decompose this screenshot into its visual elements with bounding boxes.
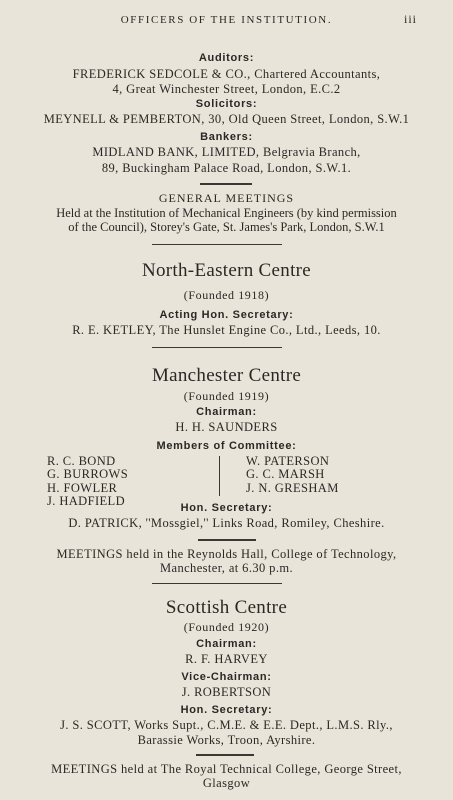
committee-column-divider <box>219 456 220 496</box>
manchester-title: Manchester Centre <box>151 365 302 386</box>
scottish-vice-chairman: J. ROBERTSON <box>181 685 272 699</box>
north-eastern-secretary-line: R. E. KETLEY, The Hunslet Engine Co., Ltd., Leeds, 10. <box>72 323 381 337</box>
solicitors-label: Solicitors: <box>195 98 258 110</box>
page-number: iii <box>403 12 417 26</box>
scottish-vice-chairman-label: Vice-Chairman: <box>181 671 272 683</box>
committee-member: J. N. GRESHAM <box>246 480 339 495</box>
scottish-chairman: R. F. HARVEY <box>185 652 268 666</box>
auditors-line-1: FREDERICK SEDCOLE & CO., Chartered Accountants, <box>72 67 381 81</box>
manchester-founded: (Founded 1919) <box>183 389 270 403</box>
scottish-chairman-label: Chairman: <box>196 638 257 650</box>
auditors-line-2: 4, Great Winchester Street, London, E.C.2 <box>112 82 341 96</box>
bankers-label: Bankers: <box>200 131 253 143</box>
manchester-secretary-label: Hon. Secretary: <box>180 502 273 514</box>
divider-short <box>196 754 254 756</box>
scottish-secretary-line-2: Barassie Works, Troon, Ayrshire. <box>137 733 316 747</box>
section-divider <box>152 583 282 584</box>
committee-member: J. HADFIELD <box>47 494 126 509</box>
section-divider <box>152 347 282 348</box>
running-title: OFFICERS OF THE INSTITUTION. <box>120 14 333 26</box>
solicitors-line: MEYNELL & PEMBERTON, 30, Old Queen Street, London, S.W.1 <box>43 112 410 126</box>
scottish-secretary-label: Hon. Secretary: <box>180 704 273 716</box>
committee-member: W. PATERSON <box>246 454 330 468</box>
scottish-secretary-line-1: J. S. SCOTT, Works Supt., C.M.E. & E.E. Dept., L.M.S. Rly., <box>60 718 393 732</box>
divider-short <box>200 183 252 185</box>
manchester-meetings-line-1: MEETINGS held in the Reynolds Hall, College of Technology, <box>56 547 397 561</box>
north-eastern-founded: (Founded 1918) <box>183 288 270 302</box>
north-eastern-title: North-Eastern Centre <box>141 260 312 281</box>
committee-member: H. FOWLER <box>47 480 118 495</box>
divider-short <box>198 539 256 541</box>
scottish-founded: (Founded 1920) <box>183 620 270 634</box>
scottish-title: Scottish Centre <box>165 597 288 618</box>
committee-label: Members of Committee: <box>156 440 297 452</box>
scottish-meetings-line-1: MEETINGS held at The Royal Technical College, George Street, <box>51 762 402 776</box>
committee-member: R. C. BOND <box>47 454 116 468</box>
committee-member: G. BURROWS <box>47 467 129 482</box>
north-eastern-secretary-label: Acting Hon. Secretary: <box>159 309 294 321</box>
manchester-chairman-label: Chairman: <box>196 406 257 418</box>
manchester-meetings-line-2: Manchester, at 6.30 p.m. <box>159 561 294 575</box>
committee-member: G. C. MARSH <box>246 467 325 482</box>
auditors-label: Auditors: <box>198 52 255 64</box>
committee-right-column <box>246 455 339 495</box>
general-meetings-heading: GENERAL MEETINGS <box>158 191 295 205</box>
bankers-line-1: MIDLAND BANK, LIMITED, Belgravia Branch, <box>92 145 361 159</box>
bankers-line-2: 89, Buckingham Palace Road, London, S.W.1. <box>101 161 352 175</box>
manchester-secretary-line: D. PATRICK, ''Mossgiel,'' Links Road, Romiley, Cheshire. <box>68 516 385 530</box>
scottish-meetings-line-2: Glasgow <box>202 776 251 790</box>
manchester-chairman: H. H. SAUNDERS <box>175 420 278 434</box>
general-meetings-line-2: of the Council), Storey's Gate, St. James's Park, London, S.W.1 <box>68 220 385 234</box>
section-divider <box>152 244 282 245</box>
general-meetings-line-1: Held at the Institution of Mechanical Engineers (by kind permission <box>56 206 397 220</box>
